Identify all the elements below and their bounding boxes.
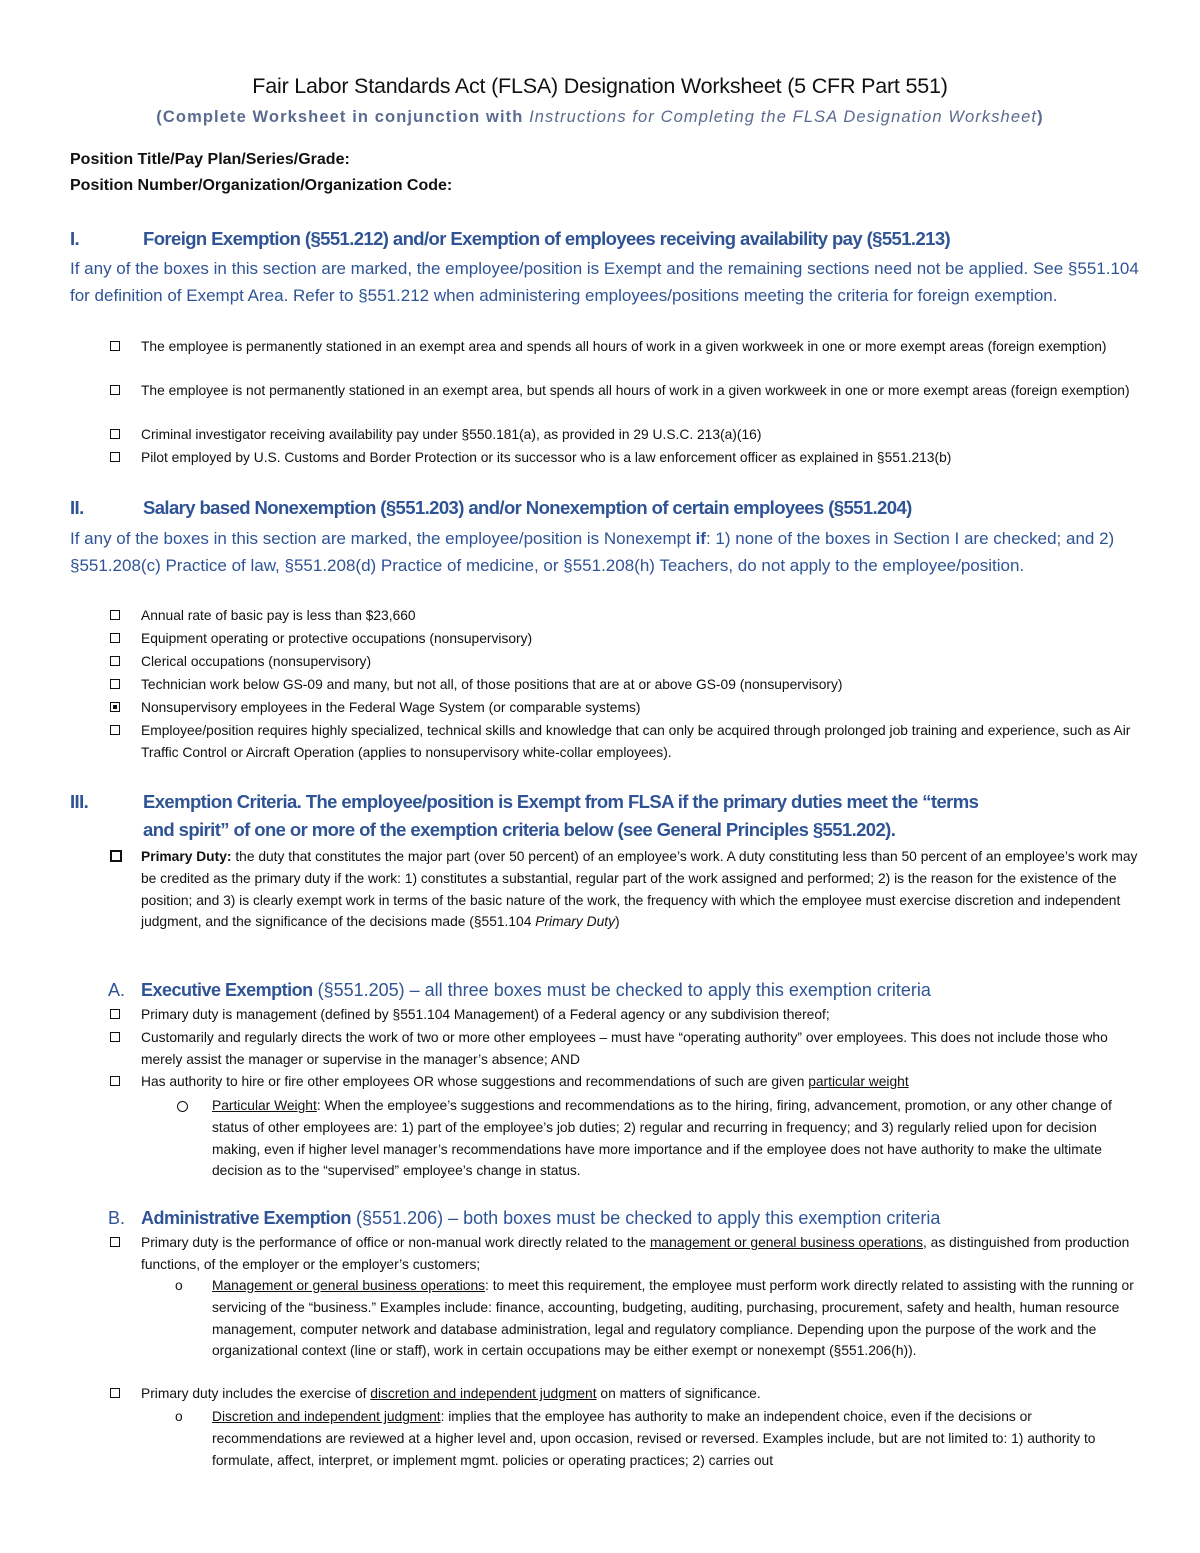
checkbox-label: Customarily and regularly directs the work of two or more other employees – must have “operating authority” over employees. This does not include those who merely assist the manager or supervise in the manager’s absence; AND — [141, 1030, 1108, 1067]
checkbox-item-checked[interactable] — [110, 697, 1140, 719]
o-bullet-icon: o — [175, 1278, 183, 1293]
checkbox-icon[interactable] — [110, 1388, 120, 1398]
label-underlined: discretion and independent judgment — [370, 1386, 597, 1401]
checkbox-item[interactable] — [110, 1027, 1140, 1071]
checkbox-icon[interactable] — [110, 850, 122, 862]
checkbox-icon[interactable] — [110, 452, 120, 462]
checkbox-icon[interactable] — [110, 385, 120, 395]
section-1-heading — [70, 225, 1150, 253]
o-bullet-icon: o — [175, 1409, 183, 1424]
checkbox-icon[interactable] — [110, 656, 120, 666]
checkbox-label: Pilot employed by U.S. Customs and Border Protection or its successor who is a law enforcement officer as explained in §551.213(b) — [141, 450, 952, 465]
checkbox-icon[interactable] — [110, 1076, 120, 1086]
checkbox-item[interactable] — [110, 1232, 1140, 1276]
checkbox-label: Nonsupervisory employees in the Federal Wage System (or comparable systems) — [141, 700, 641, 715]
administrative-exemption-heading — [108, 1205, 1148, 1231]
primary-duty-definition: the duty that constitutes the major part (over 50 percent) of an employee’s work. A duty constituting less than 50 percent of an employee’s work may be credited as the primary duty if the work: 1) constitutes a substantial, regular part of the work assigned and performed; 2) is the reason for the existence of the position; and 3) is clearly exempt work in terms of the basic nature of the work, the frequency with which the employee must exercise discretion and independent judgment, and the significance of the decisions made (§551.104 — [141, 849, 1138, 930]
label-text-2: on matters of significance. — [596, 1386, 761, 1401]
section-number: III. — [70, 791, 89, 812]
checkbox-item[interactable] — [110, 1383, 1140, 1405]
subsection-title: Administrative Exemption — [141, 1208, 352, 1228]
label-text-2: , as distinguished from production functions, of the employer or the employer’s customers; — [141, 1235, 1130, 1272]
section-number: I. — [70, 228, 80, 249]
checkbox-icon[interactable] — [110, 679, 120, 689]
label-text: Primary duty includes the exercise of — [141, 1386, 371, 1401]
checkbox-icon[interactable] — [110, 1032, 120, 1042]
subtitle-close: ) — [1037, 108, 1044, 126]
label-underlined: management or general business operations — [649, 1235, 923, 1250]
checkbox-icon[interactable] — [110, 429, 120, 439]
particular-weight-subitem — [175, 1095, 1135, 1182]
checkbox-item[interactable] — [110, 605, 1140, 627]
subitem-definition: : implies that the employee has authority to make an independent choice, even if the decisions or recommendations are reviewed at a higher level and, upon occasion, revised or reversed. Examples include, but are not limited to: 1) authority to formulate, affect, interpret, or implement mgmt. policies or operating practices; 2) carries out — [212, 1409, 1096, 1468]
primary-duty-text — [110, 846, 1140, 933]
subitem-underlined: Management or general business operations — [212, 1278, 486, 1293]
checkbox-item[interactable] — [110, 674, 1140, 696]
section-2-intro — [70, 526, 1145, 579]
checkbox-label: The employee is not permanently stationed in an exempt area, but spends all hours of work in a given workweek in one or more exempt areas (foreign exemption) — [141, 383, 1130, 398]
checkbox-icon[interactable] — [110, 633, 120, 643]
subsection-letter: A. — [108, 980, 126, 1000]
position-title-field: Position Title/Pay Plan/Series/Grade: — [70, 151, 350, 168]
section-3-heading — [70, 788, 1150, 844]
discretion-subitem — [175, 1406, 1135, 1471]
checkbox-item[interactable] — [110, 380, 1140, 402]
section-1-intro: If any of the boxes in this section are marked, the employee/position is Exempt and the remaining sections need not be applied. See §551.104 for definition of Exempt Area. Refer to §551.212 when administering employees/positions meeting the criteria for foreign exemption. — [70, 259, 1139, 305]
subitem-underlined: Discretion and independent judgment — [212, 1409, 441, 1424]
section-title: Salary based Nonexemption (§551.203) and/or Nonexemption of certain employees (§551.204) — [143, 497, 912, 518]
subsection-title: Executive Exemption — [141, 980, 313, 1000]
checkbox-icon[interactable] — [110, 610, 120, 620]
checkbox-item[interactable] — [110, 447, 1140, 469]
checkbox-item[interactable] — [110, 1071, 1140, 1093]
page-title: Fair Labor Standards Act (FLSA) Designation Worksheet (5 CFR Part 551) — [252, 74, 948, 98]
subitem-definition: : When the employee’s suggestions and recommendations as to the hiring, firing, advancement, promotion, or any other change of status of other employees are: 1) part of the employee’s job duties; 2) regular and recurring in frequency; and 3) regularly relied upon for decision making, even if higher level manager’s recommendations have more importance and if the employee does not have authority to make the ultimate decision as to the “supervised” employee’s change in status. — [212, 1098, 1112, 1179]
checkbox-label: Technician work below GS-09 and many, but not all, of those positions that are at or above GS-09 (nonsupervisory) — [141, 677, 843, 692]
subitem-definition: : to meet this requirement, the employee must perform work directly related to assisting with the running or servicing of the “business.” Examples include: finance, accounting, budgeting, auditing, purchasing, procurement, safety and health, human resource management, computer network and database administration, legal and regulatory compliance. Depending upon the purpose of the work and the organizational context (line or staff), work in certain occupations may be either exempt or nonexempt (§551.206(h)). — [212, 1278, 1134, 1359]
primary-duty-close: ) — [614, 914, 620, 930]
subtitle-italic: Instructions for Completing the FLSA Designation Worksheet — [529, 108, 1038, 126]
label-text: Has authority to hire or fire other employees OR whose suggestions and recommendations of such are given — [141, 1074, 809, 1089]
intro-if: if — [695, 529, 706, 548]
subitem-text — [175, 1095, 1135, 1182]
checkbox-label: Clerical occupations (nonsupervisory) — [141, 654, 372, 669]
intro-text: If any of the boxes in this section are marked, the employee/position is Nonexempt — [70, 529, 696, 548]
subitem-text — [175, 1406, 1135, 1471]
checkbox-label: Criminal investigator receiving availability pay under §550.181(a), as provided in 29 U.S.C. 213(a)(16) — [141, 427, 762, 442]
checkbox-item[interactable] — [110, 720, 1140, 764]
primary-duty-label: Primary Duty: — [141, 849, 232, 864]
checkbox-label — [110, 1071, 1140, 1093]
checkbox-item[interactable] — [110, 1004, 1140, 1026]
subitem-underlined: Particular Weight — [212, 1098, 317, 1113]
checkbox-item[interactable] — [110, 424, 1140, 446]
checkbox-label: Employee/position requires highly specialized, technical skills and knowledge that can only be acquired through prolonged job training and experience, such as Air Traffic Control or Aircraft Operation (applies to nonsupervisory white-collar employees). — [141, 723, 1131, 760]
checkbox-icon[interactable] — [110, 1009, 120, 1019]
checkbox-label: Primary duty is management (defined by §551.104 Management) of a Federal agency or any subdivision thereof; — [141, 1007, 830, 1022]
checkbox-label: Equipment operating or protective occupations (nonsupervisory) — [141, 631, 533, 646]
section-title-line-2: and spirit” of one or more of the exemption criteria below (see General Principles §551.202). — [143, 819, 896, 840]
section-2-heading — [70, 494, 1150, 522]
label-text: Primary duty is the performance of office or non-manual work directly related to the — [141, 1235, 650, 1250]
position-number-field: Position Number/Organization/Organization Code: — [70, 177, 453, 194]
section-title: Foreign Exemption (§551.212) and/or Exemption of employees receiving availability pay (§551.213) — [143, 228, 951, 249]
subitem-text — [175, 1275, 1135, 1362]
checkbox-label: Annual rate of basic pay is less than $23,660 — [141, 608, 416, 623]
checkbox-item[interactable] — [110, 628, 1140, 650]
management-subitem — [175, 1275, 1135, 1362]
checkbox-label — [110, 1232, 1140, 1276]
executive-exemption-heading — [108, 977, 1148, 1003]
checkbox-label: The employee is permanently stationed in an exempt area and spends all hours of work in a given workweek in one or more exempt areas (foreign exemption) — [141, 339, 1107, 354]
subtitle-text: (Complete Worksheet in conjunction with — [156, 108, 530, 126]
section-number: II. — [70, 497, 84, 518]
primary-duty-checkbox-item[interactable] — [110, 846, 1140, 933]
primary-duty-italic: Primary Duty — [535, 914, 615, 930]
circle-bullet-icon — [177, 1101, 188, 1112]
checkbox-label — [110, 1383, 1140, 1405]
subsection-letter: B. — [108, 1208, 126, 1228]
checkbox-icon[interactable] — [110, 1237, 120, 1247]
intro-text-2: : 1) none of the boxes in Section I are checked; and 2) §551.208(c) Practice of law, §551.208(d) Practice of medicine, or §551.208(h) Teachers, do not apply to the employee/position. — [70, 529, 1115, 575]
page-subtitle — [0, 108, 1200, 127]
checked-checkbox-icon[interactable] — [110, 702, 120, 712]
checkbox-icon[interactable] — [110, 725, 120, 735]
label-underlined: particular weight — [808, 1074, 909, 1089]
checkbox-item[interactable] — [110, 651, 1140, 673]
subsection-rest: (§551.206) – both boxes must be checked to apply this exemption criteria — [351, 1208, 941, 1228]
checkbox-icon[interactable] — [110, 341, 120, 351]
section-title-line-1: Exemption Criteria. The employee/position is Exempt from FLSA if the primary duties meet the “terms — [143, 791, 979, 812]
checkbox-item[interactable] — [110, 336, 1140, 358]
subsection-rest: (§551.205) – all three boxes must be checked to apply this exemption criteria — [312, 980, 931, 1000]
